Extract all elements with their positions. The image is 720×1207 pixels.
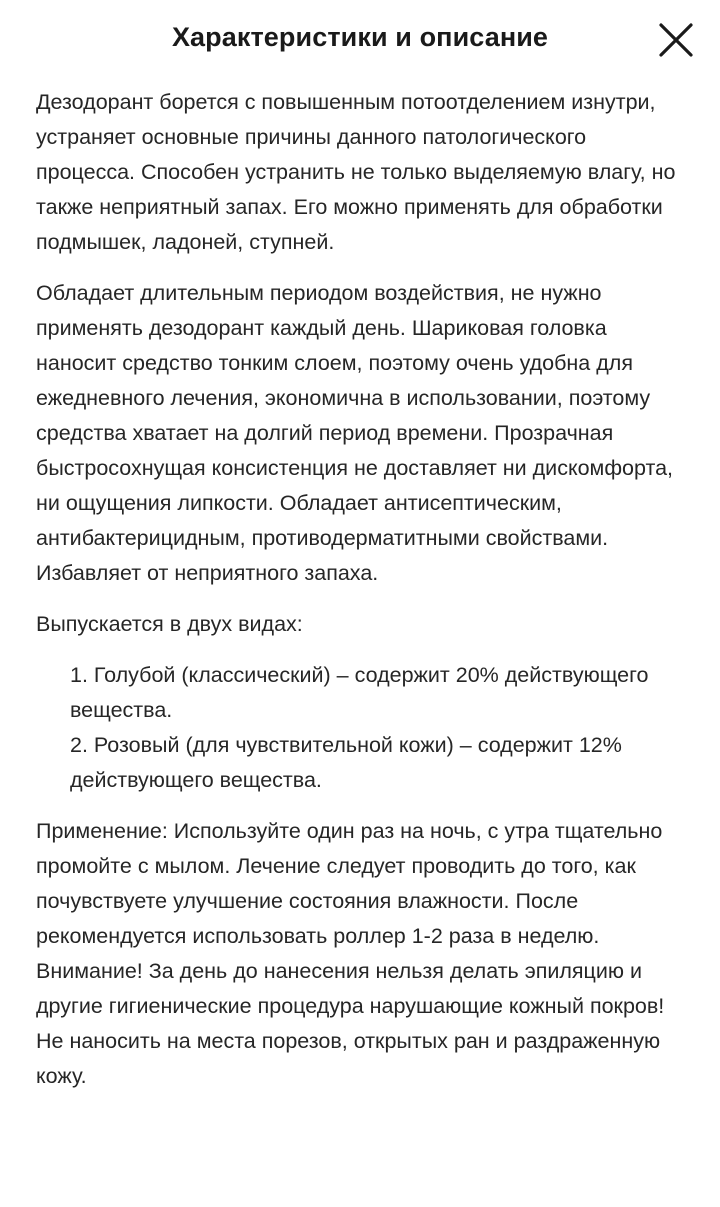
variants-intro: Выпускается в двух видах: [36,612,303,636]
close-button[interactable] [658,22,694,58]
variant-item-blue: 1. Голубой (классический) – содержит 20% действующего вещества. [70,663,649,722]
description-paragraph-intro: Дезодорант борется с повышенным потоотделением изнутри, устраняет основные причины данного патологического процесса. Способен устранить не только выделяемую влагу, но также неприятный запах. Его можно применять для обработки подмышек, ладоней, ступней. [36,90,676,254]
usage-paragraph: Применение: Используйте один раз на ночь, с утра тщательно промойте с мылом. Лечение следует проводить до того, как почувствуете улучшение состояния влажности. После рекомендуется использовать роллер 1-2 раза в неделю. Внимание! За день до нанесения нельзя делать эпиляцию и другие гигиенические процедура нарушающие кожный покров! Не наносить на места порезов, открытых ран и раздраженную кожу. [36,819,665,1088]
description-paragraph-properties: Обладает длительным периодом воздействия, не нужно применять дезодорант каждый день. Шариковая головка наносит средство тонким слоем, поэтому очень удобна для ежедневного лечения, экономична в использовании, поэтому средства хватает на долгий период времени. Прозрачная быстросохнущая консистенция не доставляет ни дискомфорта, ни ощущения липкости. Обладает антисептическим, антибактерицидным, противодерматитными свойствами. Избавляет от неприятного запаха. [36,281,674,585]
variant-item-pink: 2. Розовый (для чувствительной кожи) – содержит 12% действующего вещества. [70,733,622,792]
description-content [0,85,720,1094]
close-icon [658,22,694,58]
sheet-title: Характеристики и описание [171,22,549,52]
sheet-header [0,0,720,82]
variants-list [36,658,684,798]
